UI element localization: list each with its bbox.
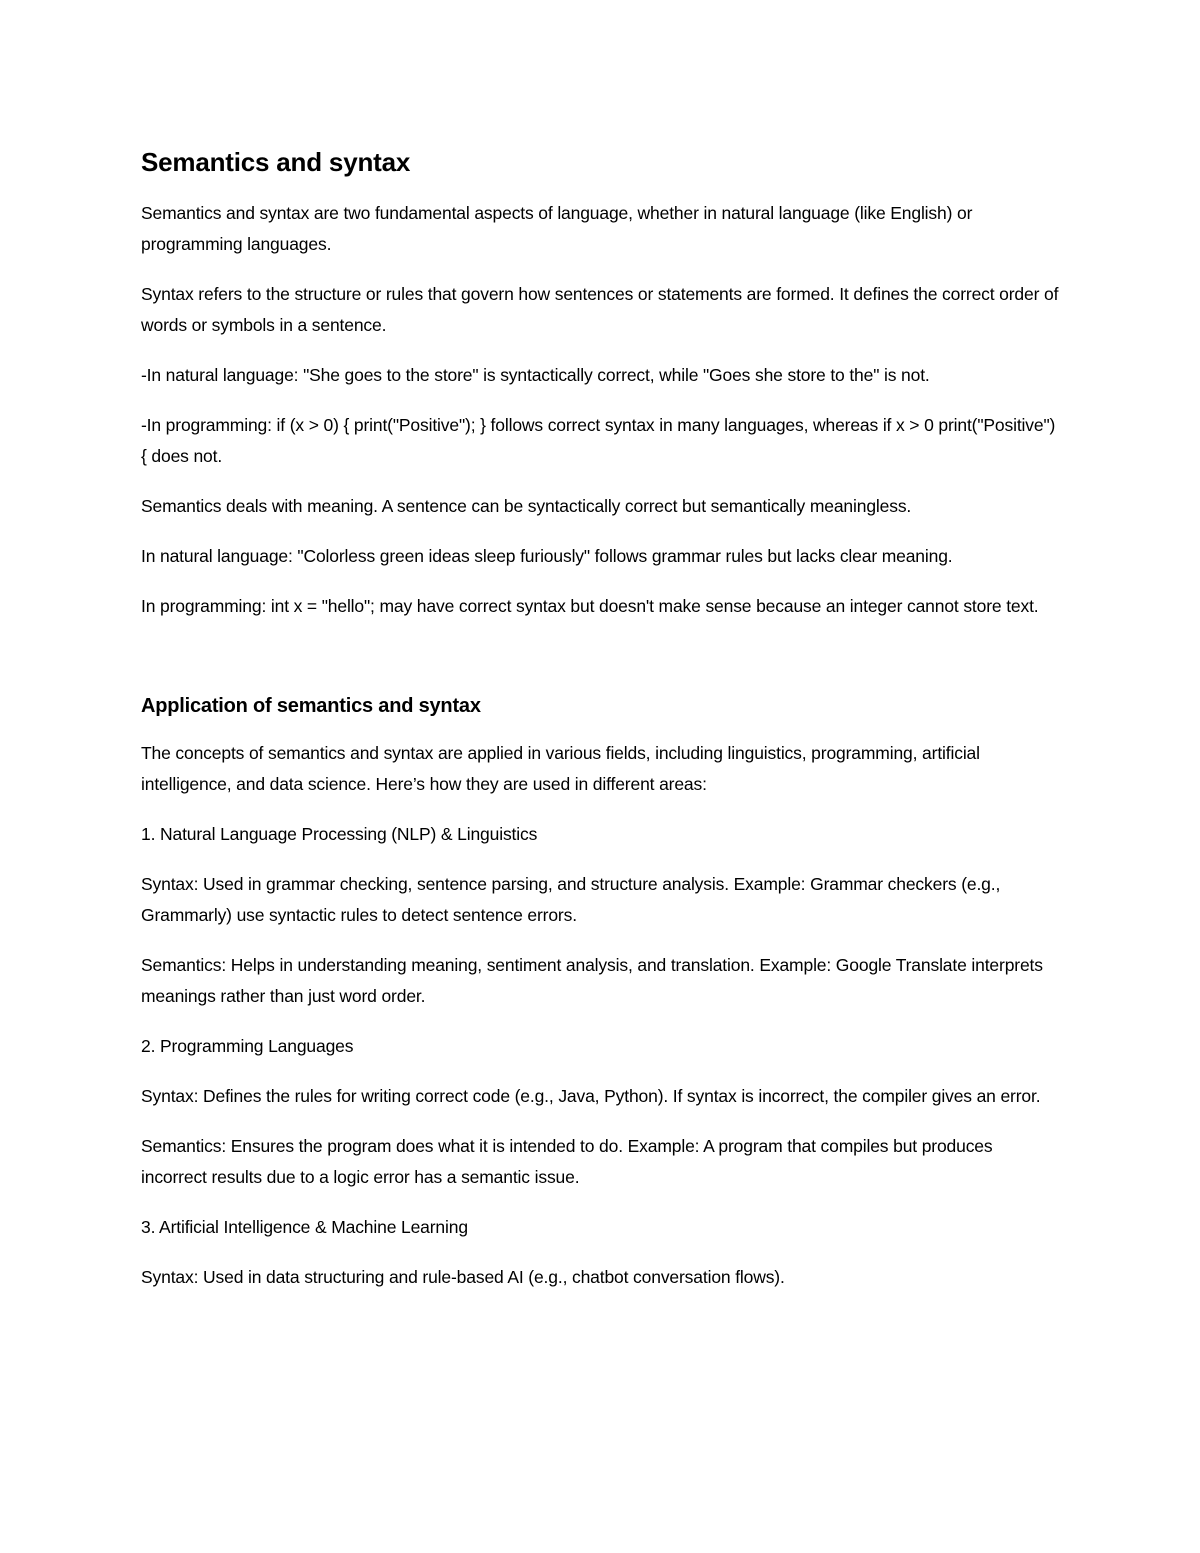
section-spacer [141,641,1061,690]
paragraph-intro-6: In natural language: "Colorless green ideas sleep furiously" follows grammar rules but lacks clear meaning. [141,546,953,566]
paragraph-intro-3: -In natural language: "She goes to the store" is syntactically correct, while "Goes she store to the" is not. [141,365,930,385]
paragraph-application-9: Syntax: Used in data structuring and rule-based AI (e.g., chatbot conversation flows). [141,1267,785,1287]
paragraph-intro-2: Syntax refers to the structure or rules that govern how sentences or statements are formed. It defines the correct order of words or symbols in a sentence. [141,284,1059,335]
paragraph-application-1: The concepts of semantics and syntax are applied in various fields, including linguistics, programming, artificial intelligence, and data science. Here’s how they are used in different areas: [141,743,980,794]
paragraph-application-7: Semantics: Ensures the program does what it is intended to do. Example: A program that compiles but produces incorrect results due to a logic error has a semantic issue. [141,1136,993,1187]
paragraph-application-2: 1. Natural Language Processing (NLP) & Linguistics [141,824,538,844]
paragraph-application-8: 3. Artificial Intelligence & Machine Learning [141,1217,468,1237]
document-title: Semantics and syntax [141,147,411,177]
paragraph-intro-5: Semantics deals with meaning. A sentence can be syntactically correct but semantically meaningless. [141,496,912,516]
paragraph-intro-7: In programming: int x = "hello"; may have correct syntax but doesn't make sense because an integer cannot store text. [141,596,1039,616]
paragraph-intro-1: Semantics and syntax are two fundamental aspects of language, whether in natural language (like English) or programming languages. [141,203,973,254]
section-heading: Application of semantics and syntax [141,695,481,717]
paragraph-application-6: Syntax: Defines the rules for writing correct code (e.g., Java, Python). If syntax is incorrect, the compiler gives an error. [141,1086,1041,1106]
document-body [141,142,1061,1312]
paragraph-intro-4: -In programming: if (x > 0) { print("Positive"); } follows correct syntax in many languages, whereas if x > 0 print("Positive") { does not. [141,415,1056,466]
paragraph-application-4: Semantics: Helps in understanding meaning, sentiment analysis, and translation. Example: Google Translate interprets meanings rather than just word order. [141,955,1043,1006]
paragraph-application-5: 2. Programming Languages [141,1036,354,1056]
paragraph-application-3: Syntax: Used in grammar checking, sentence parsing, and structure analysis. Example: Grammar checkers (e.g., Grammarly) use syntactic rules to detect sentence errors. [141,874,1001,925]
